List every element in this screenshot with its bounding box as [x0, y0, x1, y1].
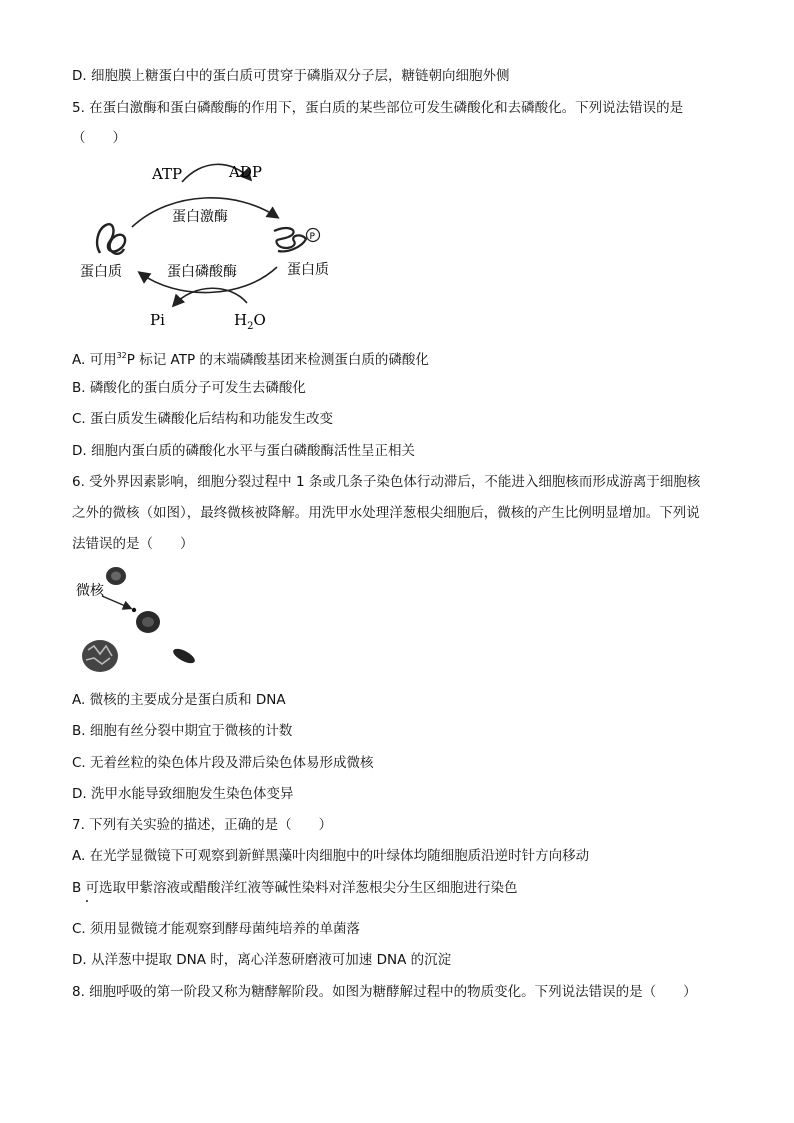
stray-dot [86, 900, 88, 902]
micronucleus-pointer [102, 596, 130, 608]
q7-stem: 7. 下列有关实验的描述，正确的是（ ） [72, 817, 333, 833]
q6-option-d: D. 洗甲水能导致细胞发生染色体变异 [72, 786, 294, 802]
q5-option-a: A. 可用$^{32}$P 标记 ATP 的末端磷酸基团来检测蛋白质的磷酸化 [72, 351, 429, 368]
h2o-label: $H_2O$ [234, 311, 266, 332]
q6-option-b: B. 细胞有丝分裂中期宜于微核的计数 [72, 723, 293, 739]
micronucleus-label: 微核 [76, 583, 104, 599]
atp-label: ATP [152, 165, 183, 183]
kinase-label: 蛋白激酶 [172, 209, 228, 225]
q5-stem: 5. 在蛋白激酶和蛋白磷酸酶的作用下，蛋白质的某些部位可发生磷酸化和去磷酸化。下列说法错误的是 [72, 100, 684, 116]
adp-label: ADP [229, 163, 262, 181]
q7-option-b: B 可选取甲紫溶液或醋酸洋红液等碱性染料对洋葱根尖分生区细胞进行染色 [72, 880, 518, 896]
q6-stem-line2: 之外的微核（如图），最终微核被降解。用洗甲水处理洋葱根尖细胞后，微核的产生比例明显增加。下列说 [72, 505, 700, 521]
protein-left-shape [97, 224, 125, 254]
q7-option-c: C. 须用显微镜才能观察到酵母菌纯培养的单菌落 [72, 921, 361, 937]
cell-nucleus-large [82, 640, 118, 672]
q5-option-c: C. 蛋白质发生磷酸化后结构和功能发生改变 [72, 411, 334, 427]
cell-elongated [171, 646, 197, 666]
q5-answer-paren: （ ） [72, 130, 126, 146]
phosphorylation-diagram [72, 155, 372, 335]
q5-option-d: D. 细胞内蛋白质的磷酸化水平与蛋白磷酸酶活性呈正相关 [72, 443, 415, 459]
q5-option-b: B. 磷酸化的蛋白质分子可发生去磷酸化 [72, 380, 306, 396]
protein-right-shape [274, 228, 306, 251]
q8-stem: 8. 细胞呼吸的第一阶段又称为糖酵解阶段。如图为糖酵解过程中的物质变化。下列说法错误的是（ ） [72, 984, 697, 1000]
micronucleus-figure [72, 560, 212, 675]
protein-left-label: 蛋白质 [80, 264, 122, 280]
phosphate-symbol: P [309, 232, 315, 242]
phosphatase-label: 蛋白磷酸酶 [167, 264, 237, 280]
q6-stem-line1: 6. 受外界因素影响，细胞分裂过程中 1 条或几条子染色体行动滞后，不能进入细胞核而形成游离于细胞核 [72, 474, 701, 490]
micronucleus-dot [132, 608, 136, 612]
q6-option-c: C. 无着丝粒的染色体片段及滞后染色体易形成微核 [72, 755, 374, 771]
q7-option-a: A. 在光学显微镜下可观察到新鲜黑藻叶肉细胞中的叶绿体均随细胞质沿逆时针方向移动 [72, 848, 590, 864]
pi-label: Pi [150, 311, 165, 329]
q4-option-d: D. 细胞膜上糖蛋白中的蛋白质可贯穿于磷脂双分子层，糖链朝向细胞外侧 [72, 68, 510, 84]
q6-option-a: A. 微核的主要成分是蛋白质和 DNA [72, 692, 286, 708]
protein-right-label: 蛋白质 [287, 262, 329, 278]
q7-option-d: D. 从洋葱中提取 DNA 时，离心洋葱研磨液可加速 DNA 的沉淀 [72, 952, 452, 968]
q6-stem-line3: 法错误的是（ ） [72, 536, 194, 552]
